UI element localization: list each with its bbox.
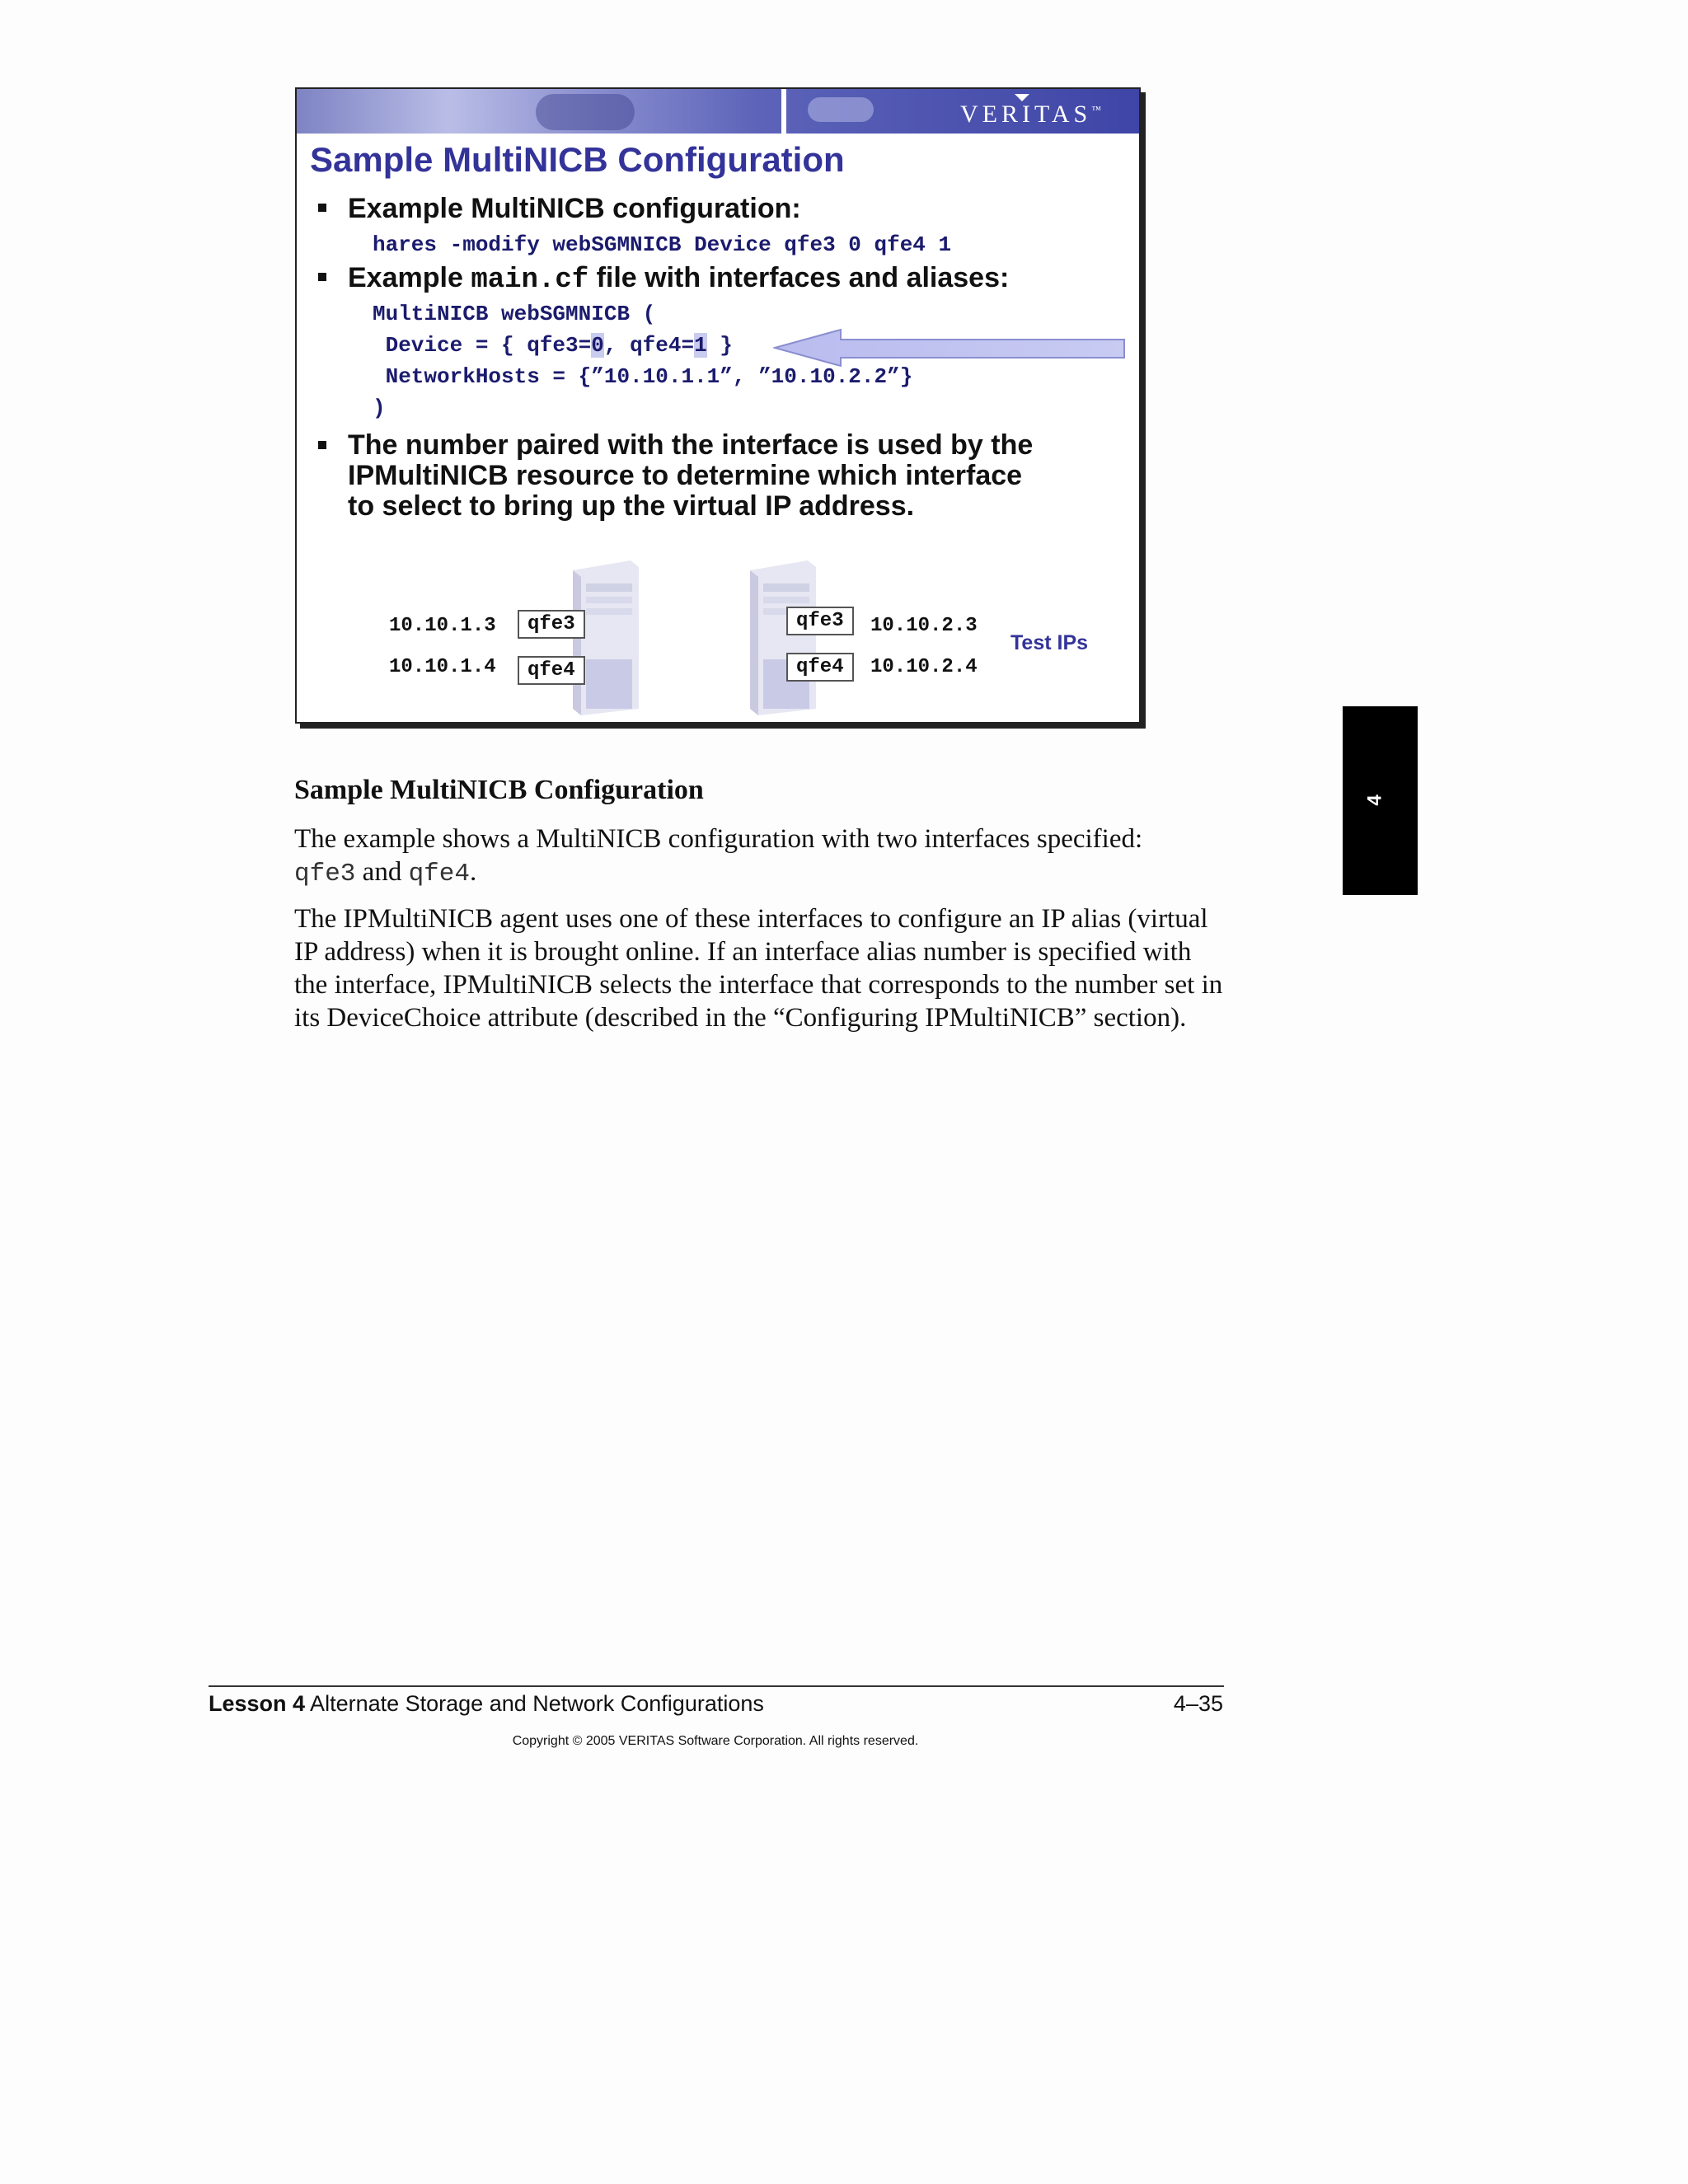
left-ip-1: 10.10.1.3 xyxy=(389,615,496,637)
veritas-logo: VERITAS™ xyxy=(960,101,1101,129)
right-ip-2: 10.10.2.4 xyxy=(870,656,978,678)
footer-lesson: Lesson 4 Alternate Storage and Network Configurations xyxy=(209,1691,764,1716)
left-nic-qfe4: qfe4 xyxy=(518,656,585,685)
slide-command: hares -modify webSGMNICB Device qfe3 0 qfe4 1 xyxy=(373,232,952,257)
slide-title: Sample MultiNICB Configuration xyxy=(310,140,845,179)
chapter-tab: 4 xyxy=(1343,706,1418,895)
server-right-icon xyxy=(742,560,832,715)
slide-bullet-1: Example MultiNICB configuration: xyxy=(348,193,801,225)
left-arrow-icon xyxy=(773,328,1128,369)
test-ips-label: Test IPs xyxy=(1010,631,1089,654)
left-nic-qfe3: qfe3 xyxy=(518,610,585,639)
section-heading: Sample MultiNICB Configuration xyxy=(294,775,704,805)
slide-banner xyxy=(297,89,1139,134)
right-ip-1: 10.10.2.3 xyxy=(870,615,978,637)
code-line-3: NetworkHosts = {”10.10.1.1”, ”10.10.2.2”} xyxy=(373,364,913,389)
bullet-icon xyxy=(318,273,326,281)
paragraph-2: The IPMultiNICB agent uses one of these interfaces to configure an IP alias (virtual IP address) when it is brought online. If an interface alias number is specified with the interface, IPMultiNICB selects the interface that corresponds to the number set in its DeviceChoice attribute (described in the “Configuring IPMultiNICB” section). xyxy=(294,904,1223,1033)
right-nic-qfe3: qfe3 xyxy=(786,607,854,635)
slide-bullet-2: Example main.cf file with interfaces and aliases: xyxy=(348,262,1009,296)
bullet-icon xyxy=(318,441,326,449)
paragraph-1: The example shows a MultiNICB configuration with two interfaces specified: qfe3 and qfe4. xyxy=(294,824,1143,888)
code-line-2: Device = { qfe3=0, qfe4=1 } xyxy=(373,333,733,358)
code-line-4: ) xyxy=(373,396,386,420)
slide-image xyxy=(295,87,1141,724)
page-number: 4–35 xyxy=(1173,1691,1223,1716)
slide-bullet-3: The number paired with the interface is used by the IPMultiNICB resource to determine which interface to select to bring up the virtual IP address. xyxy=(348,430,1033,522)
right-nic-qfe4: qfe4 xyxy=(786,653,854,682)
bullet-icon xyxy=(318,204,326,212)
left-ip-2: 10.10.1.4 xyxy=(389,656,496,678)
code-line-1: MultiNICB webSGMNICB ( xyxy=(373,302,656,326)
footer-rule xyxy=(209,1685,1224,1687)
copyright-notice: Copyright © 2005 VERITAS Software Corporation. All rights reserved. xyxy=(512,1734,919,1748)
